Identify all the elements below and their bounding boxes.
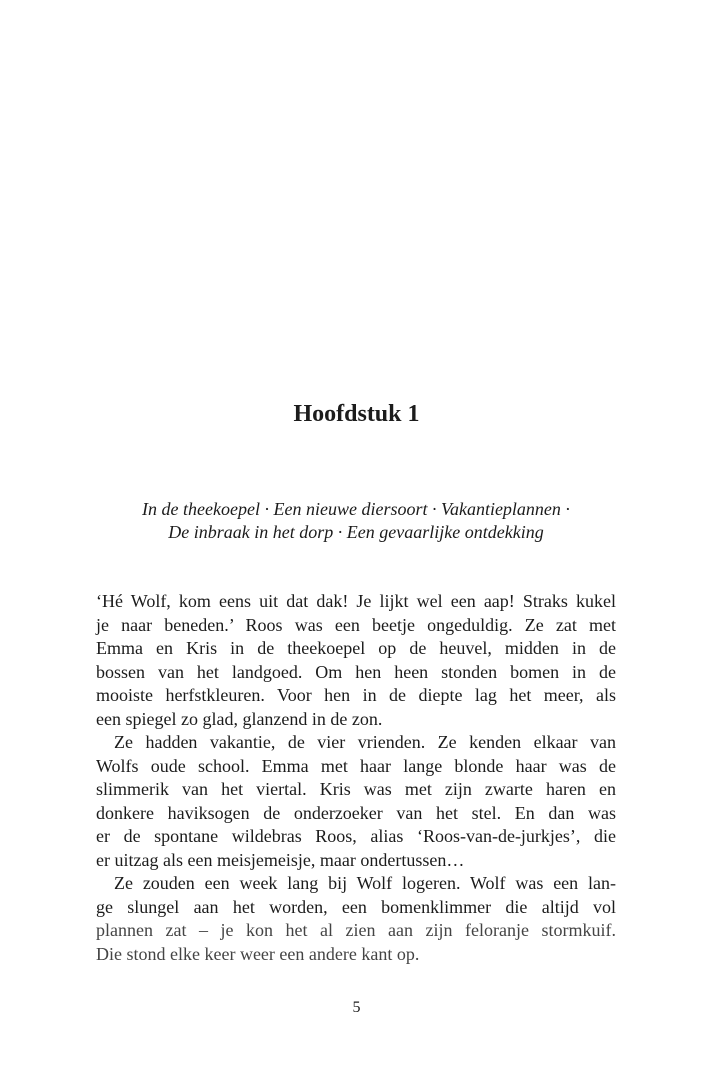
text-line: een spiegel zo glad, glanzend in de zon.: [96, 708, 383, 729]
text-line: bossen van het landgoed. Om hen heen stonden bomen in de: [96, 661, 616, 682]
text-line: donkere haviksogen de onderzoeker van het stel. En dan was: [96, 802, 616, 823]
text-line: ‘Hé Wolf, kom eens uit dat dak! Je lijkt wel een aap! Straks kukel: [96, 591, 616, 611]
chapter-title: Hoofdstuk 1: [293, 401, 420, 427]
text-line: je naar beneden.’ Roos was een beetje ongeduldig. Ze zat met: [96, 614, 616, 635]
summary-line: In de theekoepel · Een nieuwe diersoort · Vakantieplannen ·: [142, 499, 570, 519]
body-text: [96, 590, 616, 966]
summary-line: De inbraak in het dorp · Een gevaarlijke ontdekking: [168, 522, 544, 542]
text-line: mooiste herfstkleuren. Voor hen in de diepte lag het meer, als: [96, 685, 616, 705]
text-line: Ze zouden een week lang bij Wolf logeren. Wolf was een lan-: [114, 873, 616, 893]
text-line: ge slungel aan het worden, een bomenklimmer die altijd vol: [96, 896, 616, 917]
text-line: Ze hadden vakantie, de vier vrienden. Ze kenden elkaar van: [114, 732, 616, 752]
text-line: slimmerik van het viertal. Kris was met zijn zwarte haren en: [96, 779, 616, 799]
page-number: 5: [352, 999, 361, 1016]
chapter-summary: [96, 498, 616, 544]
text-line: er de spontane wildebras Roos, alias ‘Roos-van-de-jurkjes’, die: [96, 826, 616, 846]
text-line: Die stond elke keer weer een andere kant op.: [96, 943, 420, 964]
text-line: er uitzag als een meisjemeisje, maar ondertussen…: [96, 849, 465, 870]
text-line: Wolfs oude school. Emma met haar lange blonde haar was de: [96, 755, 616, 776]
text-line: plannen zat – je kon het al zien aan zijn feloranje stormkuif.: [96, 920, 616, 940]
text-line: Emma en Kris in de theekoepel op de heuvel, midden in de: [96, 638, 616, 658]
